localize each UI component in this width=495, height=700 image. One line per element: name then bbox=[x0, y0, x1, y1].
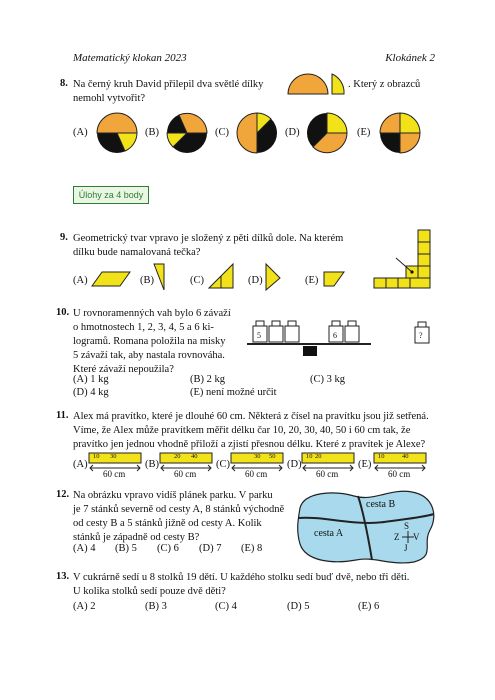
q8-circle-c bbox=[235, 111, 279, 155]
q8-text-2: . Který z obrazců bbox=[348, 79, 421, 90]
q10-line-1: U rovnoramenných vah bylo 6 závaží bbox=[73, 308, 231, 319]
q10-line-5: Které závaží nepoužila? bbox=[73, 364, 174, 375]
q12-line-2: je 7 stánků severně od cesty A, 8 stánků východně bbox=[73, 504, 285, 515]
q10-option-c[interactable]: (C) 3 kg bbox=[310, 374, 345, 385]
q8-circle-b bbox=[165, 111, 209, 155]
q13-line-1: V cukrárně sedí u 8 stolků 19 dětí. U každého stolku sedí buď dvě, nebo tři děti. bbox=[73, 572, 410, 583]
q11-option-d[interactable]: (D) bbox=[287, 459, 302, 470]
q10-unknown-label: ? bbox=[419, 331, 423, 340]
q10-unknown-weight bbox=[413, 320, 433, 346]
q12-line-1: Na obrázku vpravo vidíš plánek parku. V parku bbox=[73, 490, 273, 501]
q13-option-d[interactable]: (D) 5 bbox=[287, 601, 310, 612]
q8-text-1: Na černý kruh David přilepil dva světlé dílky bbox=[73, 79, 264, 90]
q10-number: 10. bbox=[56, 307, 70, 318]
q9-piece-a bbox=[90, 270, 134, 288]
q8-number: 8. bbox=[60, 78, 68, 89]
q13-line-2: U kolika stolků sedí pouze dvě děti? bbox=[73, 586, 226, 597]
q12-option-c[interactable]: (C) 6 bbox=[157, 543, 179, 554]
q10-weight-label-5: 5 bbox=[257, 331, 261, 340]
q10-weight-label-6: 6 bbox=[333, 331, 337, 340]
q8-pieces-figure bbox=[286, 70, 346, 96]
q12-compass-south: J bbox=[404, 543, 408, 553]
q8-option-c[interactable]: (C) bbox=[215, 127, 229, 138]
q8-option-b[interactable]: (B) bbox=[145, 127, 159, 138]
q10-option-a[interactable]: (A) 1 kg bbox=[73, 374, 109, 385]
q9-piece-e bbox=[322, 270, 348, 288]
q11-ruler-c-mark-2: 50 bbox=[269, 453, 276, 460]
q12-option-d[interactable]: (D) 7 bbox=[199, 543, 222, 554]
q11-ruler-c-mark-1: 30 bbox=[254, 453, 261, 460]
q9-line-2: dílku bude namalovaná tečka? bbox=[73, 247, 201, 258]
q9-composite-shape bbox=[372, 228, 432, 290]
q11-ruler-b-mark-1: 20 bbox=[174, 453, 181, 460]
q13-number: 13. bbox=[56, 571, 70, 582]
q9-piece-d bbox=[264, 262, 284, 292]
q8-option-a[interactable]: (A) bbox=[73, 127, 88, 138]
q10-option-d[interactable]: (D) 4 kg bbox=[73, 387, 109, 398]
q11-ruler-e-length: 60 cm bbox=[388, 469, 411, 479]
q9-option-d[interactable]: (D) bbox=[248, 275, 263, 286]
q9-line-1: Geometrický tvar vpravo je složený z pěti dílků dole. Na kterém bbox=[73, 233, 344, 244]
q13-option-a[interactable]: (A) 2 bbox=[73, 601, 96, 612]
q11-ruler-d-mark-2: 20 bbox=[315, 453, 322, 460]
q11-ruler-a-mark-1: 10 bbox=[93, 453, 100, 460]
q9-option-e[interactable]: (E) bbox=[305, 275, 319, 286]
q11-ruler-e-mark-2: 40 bbox=[402, 453, 409, 460]
compass-cross-icon bbox=[401, 530, 415, 544]
q12-option-b[interactable]: (B) 5 bbox=[115, 543, 137, 554]
q8-circle-d bbox=[305, 111, 349, 155]
q12-option-a[interactable]: (A) 4 bbox=[73, 543, 96, 554]
header-title: Matematický klokan 2023 bbox=[73, 52, 187, 64]
q13-option-b[interactable]: (B) 3 bbox=[145, 601, 167, 612]
q11-option-b[interactable]: (B) bbox=[145, 459, 159, 470]
q8-option-d[interactable]: (D) bbox=[285, 127, 300, 138]
q11-ruler-b-length: 60 cm bbox=[174, 469, 197, 479]
q9-option-c[interactable]: (C) bbox=[190, 275, 204, 286]
q11-ruler-a-mark-2: 30 bbox=[110, 453, 117, 460]
q12-number: 12. bbox=[56, 489, 70, 500]
q11-ruler-b-mark-2: 40 bbox=[191, 453, 198, 460]
q10-line-2: o hmotnostech 1, 2, 3, 4, 5 a 6 ki- bbox=[73, 322, 214, 333]
q9-number: 9. bbox=[60, 232, 68, 243]
q12-compass-west: Z bbox=[394, 532, 400, 542]
q9-option-b[interactable]: (B) bbox=[140, 275, 154, 286]
q11-line-2: Víme, že Alex může pravítkem měřit délku čar 10, 20, 30, 40, 50 i 60 cm tak, že bbox=[73, 425, 411, 436]
q12-park-map bbox=[294, 486, 442, 566]
q11-ruler-d-mark-1: 10 bbox=[306, 453, 313, 460]
q11-number: 11. bbox=[56, 410, 69, 421]
q11-option-c[interactable]: (C) bbox=[216, 459, 230, 470]
q11-line-1: Alex má pravítko, které je dlouhé 60 cm. Některá z čísel na pravítku jsou již setřená. bbox=[73, 411, 429, 422]
q11-ruler-a-length: 60 cm bbox=[103, 469, 126, 479]
q9-piece-b bbox=[152, 262, 168, 292]
q8-circle-e bbox=[378, 111, 422, 155]
q11-ruler-d-length: 60 cm bbox=[316, 469, 339, 479]
q10-option-b[interactable]: (B) 2 kg bbox=[190, 374, 225, 385]
q11-ruler-c-length: 60 cm bbox=[245, 469, 268, 479]
q8-circle-a bbox=[95, 111, 139, 155]
q11-option-a[interactable]: (A) bbox=[73, 459, 88, 470]
section-badge-4-points: Úlohy za 4 body bbox=[73, 186, 149, 204]
q9-option-a[interactable]: (A) bbox=[73, 275, 88, 286]
q12-label-cesta-a: cesta A bbox=[314, 528, 344, 539]
q11-ruler-e-mark-1: 10 bbox=[378, 453, 385, 460]
q8-option-e[interactable]: (E) bbox=[357, 127, 371, 138]
q11-option-e[interactable]: (E) bbox=[358, 459, 372, 470]
q9-piece-c bbox=[207, 262, 237, 292]
header-category: Klokánek 2 bbox=[385, 52, 435, 64]
q10-line-3: logramů. Romana položila na misky bbox=[73, 336, 226, 347]
q12-line-4: stánků je západně od cesty B? bbox=[73, 532, 200, 543]
q10-option-e[interactable]: (E) není možné určit bbox=[190, 387, 277, 398]
q12-compass-east: V bbox=[413, 532, 420, 542]
q13-option-c[interactable]: (C) 4 bbox=[215, 601, 237, 612]
q13-option-e[interactable]: (E) 6 bbox=[358, 601, 380, 612]
q8-text-3: nemohl vytvořit? bbox=[73, 93, 146, 104]
q10-line-4: 5 závaží tak, aby nastala rovnováha. bbox=[73, 350, 225, 361]
q12-label-cesta-b: cesta B bbox=[366, 499, 396, 510]
q10-balance-scale bbox=[245, 318, 380, 360]
q12-compass-north: S bbox=[404, 521, 410, 531]
q12-line-3: od cesty B a 5 stánků jižně od cesty A. Kolik bbox=[73, 518, 262, 529]
q12-option-e[interactable]: (E) 8 bbox=[241, 543, 263, 554]
q11-line-3: pravítko jen jednou vhodně přiloží a zjistí přesnou délku. Které z pravítek je Alexe? bbox=[73, 439, 426, 450]
